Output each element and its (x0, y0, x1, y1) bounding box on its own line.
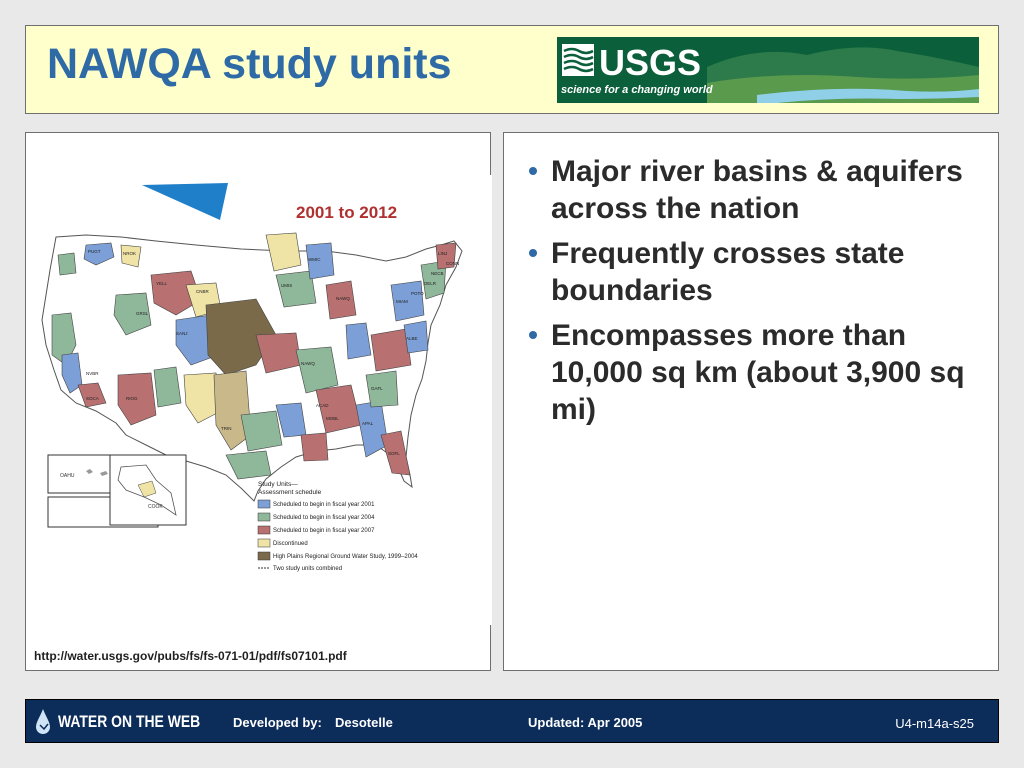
study-unit-label: GRSL (136, 311, 149, 316)
bullet-list (526, 153, 986, 436)
usgs-wave-icon (562, 44, 594, 76)
study-unit-label: NECB (431, 271, 444, 276)
source-url-link[interactable]: http://water.usgs.gov/pubs/fs/fs-071-01/pdf/fs07101.pdf (34, 649, 347, 663)
study-unit-label: PUGT (88, 249, 101, 254)
map-period: 2001 to 2012 (296, 203, 398, 222)
study-unit-label: MIAM (396, 299, 408, 304)
study-unit-label: GAFL (371, 386, 383, 391)
legend-item-5: High Plains Regional Ground Water Study, 1999–2004 (273, 554, 418, 560)
nawqa-map (26, 175, 492, 625)
developed-label: Developed by: (233, 715, 322, 730)
legend-item-2: Scheduled to begin in fiscal year 2004 (273, 515, 375, 521)
footer-brand: WATER ON THE WEB (58, 712, 201, 731)
study-unit-label: ACAD (316, 403, 329, 408)
study-unit-label: NVBR (86, 371, 99, 376)
study-unit-label: NAWQ (336, 296, 350, 301)
study-unit-label: CONN (446, 261, 460, 266)
study-unit-label: SOFL (388, 451, 400, 456)
study-unit-label: ALBE (406, 336, 418, 341)
usgs-logo (557, 37, 979, 103)
study-unit-label: SANJ (176, 331, 188, 336)
bullet-item: Frequently crosses state boundaries (526, 235, 986, 309)
usgs-tagline: science for a changing world (561, 84, 713, 96)
study-unit-label: CNBR (196, 289, 209, 294)
study-unit-label: NAWQ (301, 361, 315, 366)
legend-item-1: Scheduled to begin in fiscal year 2001 (273, 502, 375, 508)
legend-item-4: Discontinued (273, 541, 308, 547)
inset-label-oahu: OAHU (60, 473, 75, 479)
study-unit-label: WMIC (308, 257, 321, 262)
study-unit-label: APAL (362, 421, 374, 426)
slide-title: NAWQA study units (47, 40, 452, 88)
bullet-item: Encompasses more than 10,000 sq km (about 3,900 sq mi) (526, 317, 986, 428)
updated-date: Updated: Apr 2005 (528, 715, 643, 730)
inset-label-cook: COOK (148, 504, 163, 510)
map-panel (25, 132, 491, 671)
bullet-dot-icon (529, 167, 537, 175)
study-unit-label: UMIS (281, 283, 293, 288)
bullet-dot-icon (529, 331, 537, 339)
legend-item-6: Two study units combined (273, 566, 343, 572)
footer-bar (25, 699, 999, 743)
study-unit-label: RIOG (126, 396, 138, 401)
study-unit-label: DELR (424, 281, 437, 286)
study-unit-label: SOCA (86, 396, 99, 401)
developer-name: Desotelle (335, 715, 393, 730)
legend-title-1: Study Units— (258, 481, 298, 488)
study-unit-label: POTO (411, 291, 424, 296)
legend-item-3: Scheduled to begin in fiscal year 2007 (273, 528, 375, 534)
study-unit-label: YELL (156, 281, 168, 286)
bullet-dot-icon (529, 249, 537, 257)
slide-id: U4-m14a-s25 (895, 716, 974, 731)
header-bar (25, 25, 999, 114)
bullets-panel (503, 132, 999, 671)
water-drop-icon (34, 707, 52, 737)
study-unit-label: MOBL (326, 416, 339, 421)
legend-title-2: Assessment schedule (258, 489, 322, 496)
water-on-the-web-logo (34, 706, 231, 738)
study-unit-label: TRIN (221, 426, 232, 431)
study-unit-label: LINJ (438, 251, 448, 256)
study-unit-label: NROK (123, 251, 137, 256)
bullet-item: Major river basins & aquifers across the nation (526, 153, 986, 227)
usgs-wordmark: USGS (599, 42, 702, 83)
